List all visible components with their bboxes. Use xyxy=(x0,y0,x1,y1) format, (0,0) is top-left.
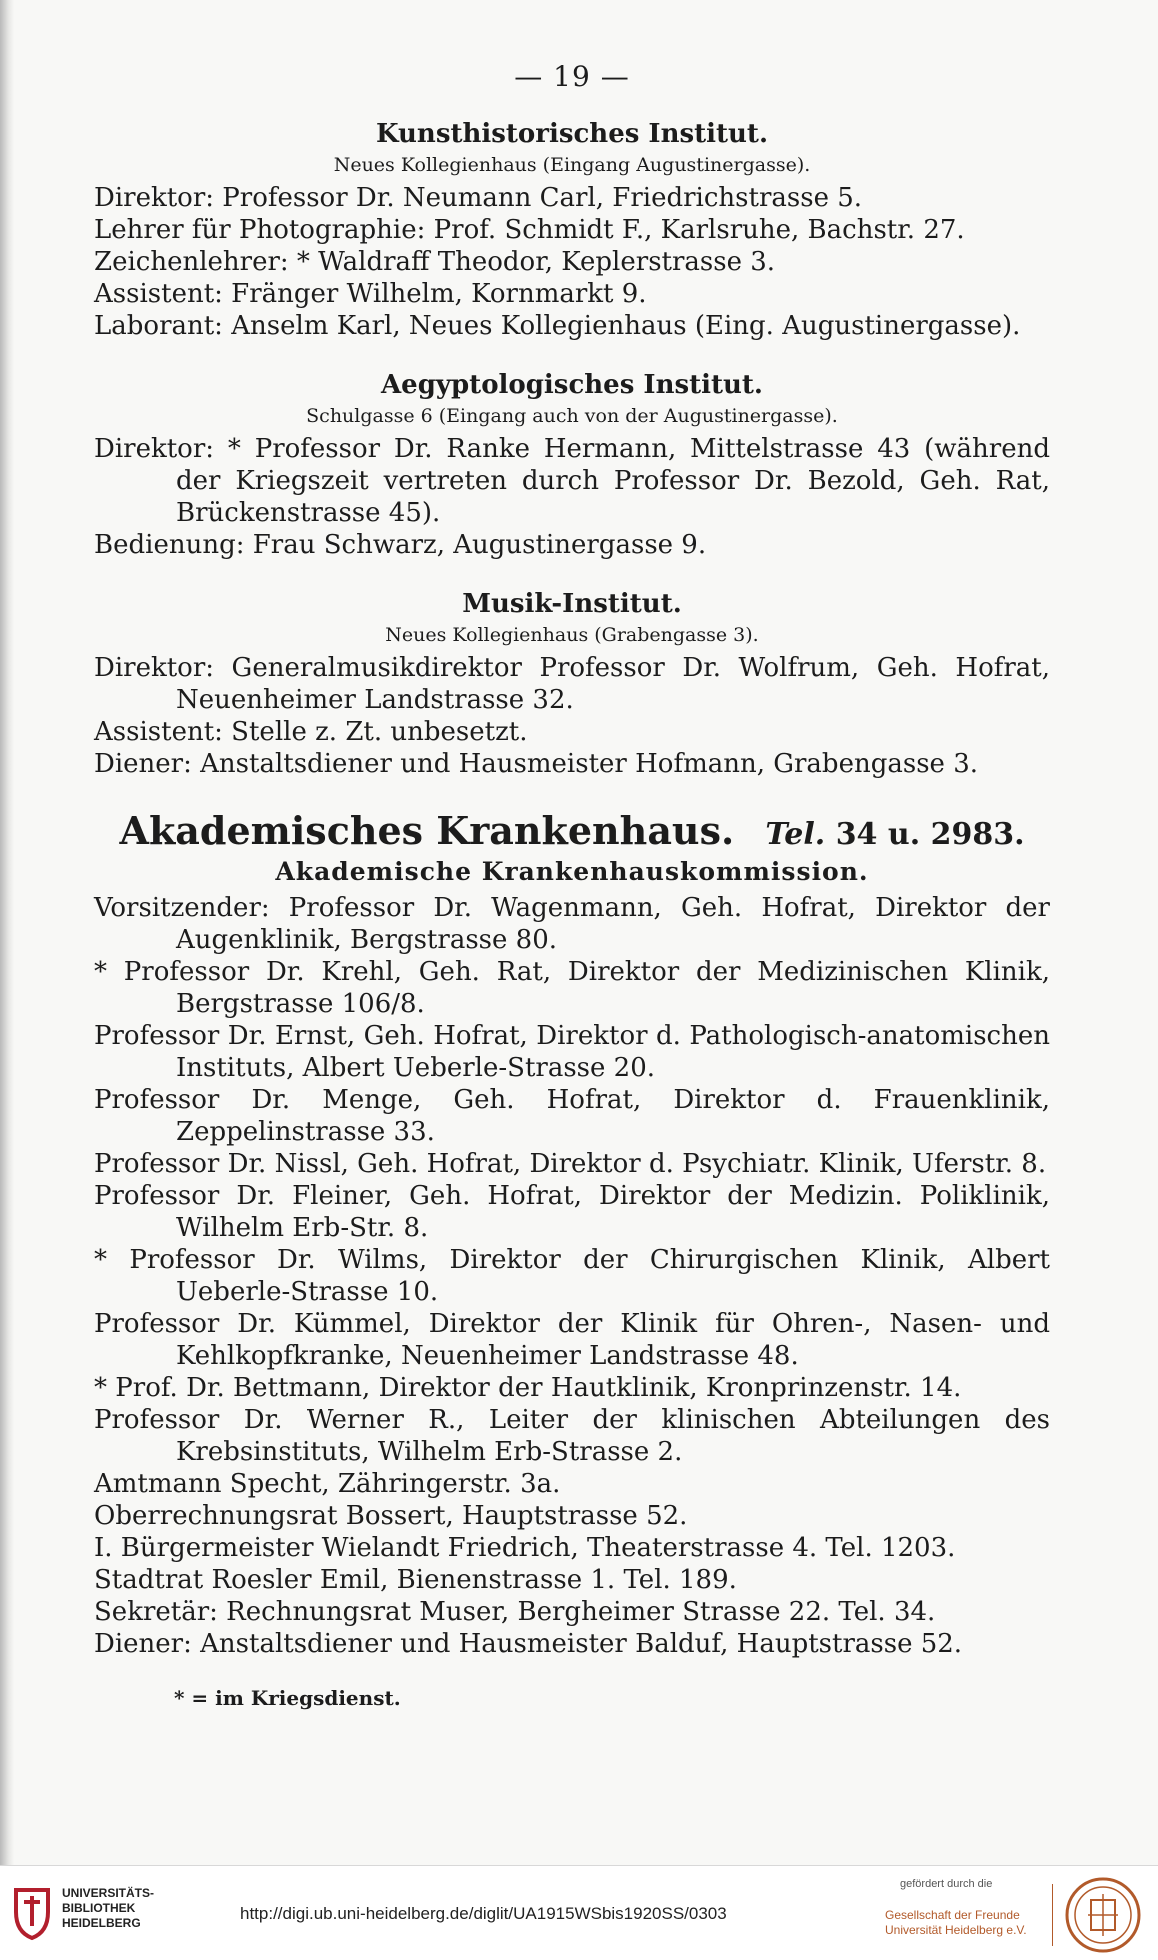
hospital-title xyxy=(94,808,1050,853)
section-aegyptologisches-institut xyxy=(94,370,1050,561)
tel-label: Tel. xyxy=(765,817,826,852)
entry: Assistent: Fränger Wilhelm, Kornmarkt 9. xyxy=(94,279,647,309)
entry: Assistent: Stelle z. Zt. unbesetzt. xyxy=(94,717,528,747)
entry: Professor Dr. Kümmel, Direktor der Klinik für Ohren-, Nasen- und Kehlkopfkranke, Neuenheimer Landstrasse 48. xyxy=(94,1309,1050,1371)
section-musik-institut xyxy=(94,589,1050,780)
footnote: * = im Kriegsdienst. xyxy=(174,1686,401,1710)
section-title: Musik-Institut. xyxy=(462,589,682,619)
hospital-telephone xyxy=(765,817,1024,852)
entry: Vorsitzender: Professor Dr. Wagenmann, Geh. Hofrat, Direktor der Augenklinik, Bergstrasse 80. xyxy=(94,893,1050,955)
society-name-line: Gesellschaft der Freunde xyxy=(885,1908,1020,1922)
section-subtitle: Neues Kollegienhaus (Grabengasse 3). xyxy=(385,624,759,646)
entry: Professor Dr. Nissl, Geh. Hofrat, Direktor d. Psychiatr. Klinik, Uferstr. 8. xyxy=(94,1149,1047,1179)
entry: Amtmann Specht, Zähringerstr. 3a. xyxy=(94,1469,561,1499)
entry: * Professor Dr. Krehl, Geh. Rat, Direktor der Medizinischen Klinik, Bergstrasse 106/8. xyxy=(94,957,1050,1019)
university-seal-icon xyxy=(1064,1876,1142,1954)
entry: I. Bürgermeister Wielandt Friedrich, Theaterstrasse 4. Tel. 1203. xyxy=(94,1533,956,1563)
entry: Direktor: * Professor Dr. Ranke Hermann, Mittelstrasse 43 (während der Kriegszeit vertreten durch Professor Dr. Bezold, Geh. Rat, Brückenstrasse 45). xyxy=(94,434,1050,528)
section-title: Kunsthistorisches Institut. xyxy=(376,119,768,149)
library-name-line: BIBLIOTHEK xyxy=(62,1901,136,1915)
entry: Oberrechnungsrat Bossert, Hauptstrasse 52. xyxy=(94,1501,688,1531)
page-edge-shadow xyxy=(0,0,14,1865)
library-logo-icon xyxy=(10,1882,54,1942)
society-name-line: Universität Heidelberg e.V. xyxy=(885,1923,1027,1937)
page-number: — 19 — xyxy=(514,60,630,93)
entry: Lehrer für Photographie: Prof. Schmidt F., Karlsruhe, Bachstr. 27. xyxy=(94,215,965,245)
entry: Sekretär: Rechnungsrat Muser, Bergheimer Strasse 22. Tel. 34. xyxy=(94,1597,936,1627)
entry: * Prof. Dr. Bettmann, Direktor der Hautklinik, Kronprinzenstr. 14. xyxy=(94,1373,962,1403)
entry: Professor Dr. Menge, Geh. Hofrat, Direktor d. Frauenklinik, Zeppelinstrasse 33. xyxy=(94,1085,1050,1147)
entry: Laborant: Anselm Karl, Neues Kollegienhaus (Eing. Augustinergasse). xyxy=(94,311,1021,341)
entry: Diener: Anstaltsdiener und Hausmeister Balduf, Hauptstrasse 52. xyxy=(94,1629,963,1659)
entry: Bedienung: Frau Schwarz, Augustinergasse 9. xyxy=(94,530,707,560)
entry: Direktor: Professor Dr. Neumann Carl, Friedrichstrasse 5. xyxy=(94,183,863,213)
library-name xyxy=(62,1886,154,1931)
entry: Professor Dr. Ernst, Geh. Hofrat, Direktor d. Pathologisch-anatomischen Instituts, Albert Ueberle-Strasse 20. xyxy=(94,1021,1050,1083)
entry: Professor Dr. Fleiner, Geh. Hofrat, Direktor der Medizin. Poliklinik, Wilhelm Erb-Str. 8. xyxy=(94,1181,1050,1243)
footer-divider xyxy=(1052,1884,1053,1946)
library-name-line: HEIDELBERG xyxy=(62,1916,141,1930)
commission-title: Akademische Krankenhauskommission. xyxy=(275,857,869,886)
section-akademisches-krankenhaus xyxy=(94,808,1050,1660)
digitization-footer xyxy=(0,1865,1158,1960)
funded-by-text: gefördert durch die xyxy=(900,1878,993,1890)
source-url-link[interactable]: http://digi.ub.uni-heidelberg.de/diglit/UA1915WSbis1920SS/0303 xyxy=(240,1904,727,1923)
entry: Direktor: Generalmusikdirektor Professor Dr. Wolfrum, Geh. Hofrat, Neuenheimer Landstrasse 32. xyxy=(94,653,1050,715)
section-subtitle: Neues Kollegienhaus (Eingang Augustinergasse). xyxy=(333,154,811,176)
section-kunsthistorisches-institut xyxy=(94,119,1050,342)
society-name xyxy=(885,1908,1027,1938)
tel-numbers: 34 u. 2983. xyxy=(835,817,1025,852)
hospital-title-text: Akademisches Krankenhaus. xyxy=(119,808,735,853)
entry: Stadtrat Roesler Emil, Bienenstrasse 1. Tel. 189. xyxy=(94,1565,737,1595)
page-content xyxy=(94,60,1050,1710)
entry: * Professor Dr. Wilms, Direktor der Chirurgischen Klinik, Albert Ueberle-Strasse 10. xyxy=(94,1245,1050,1307)
entry: Diener: Anstaltsdiener und Hausmeister Hofmann, Grabengasse 3. xyxy=(94,749,978,779)
entry: Professor Dr. Werner R., Leiter der klinischen Abteilungen des Krebsinstituts, Wilhelm Erb-Strasse 2. xyxy=(94,1405,1050,1467)
entry: Zeichenlehrer: * Waldraff Theodor, Keplerstrasse 3. xyxy=(94,247,776,277)
section-subtitle: Schulgasse 6 (Eingang auch von der Augustinergasse). xyxy=(306,405,838,427)
library-name-line: UNIVERSITÄTS- xyxy=(62,1886,155,1900)
section-title: Aegyptologisches Institut. xyxy=(381,370,763,400)
